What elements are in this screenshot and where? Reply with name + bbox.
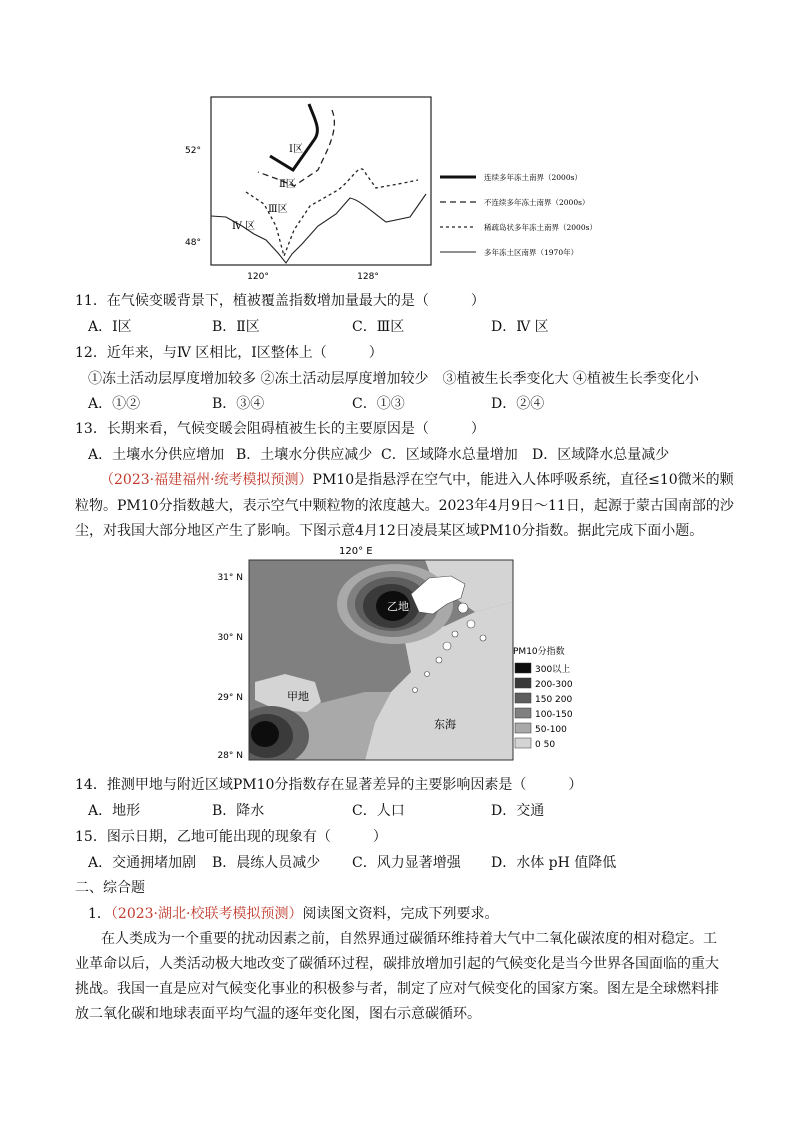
lon-label: 120° E — [339, 546, 373, 557]
lat-29-label: 29° N — [217, 693, 243, 703]
pm10-legend-label: 200-300 — [535, 680, 573, 690]
zone3-label: Ⅲ区 — [268, 204, 288, 215]
q11-option-d[interactable]: D．Ⅳ 区 — [491, 319, 549, 335]
passage2-line1-text: PM10是指悬浮在空气中，能进入人体呼吸系统，直径≤10微米的颗 — [312, 472, 734, 488]
zone4-label: Ⅳ 区 — [232, 221, 256, 232]
q15-stem: 15．图示日期，乙地可能出现的现象有（ ） — [75, 829, 387, 845]
pm10-legend-swatch — [515, 678, 531, 688]
q11-option-a[interactable]: A．Ⅰ区 — [88, 319, 132, 335]
q12-option-d[interactable]: D．②④ — [491, 396, 545, 412]
q13-stem: 13．长期来看，气候变暖会阻碍植被生长的主要原因是（ ） — [75, 421, 485, 437]
legend-1970-label: 多年冻土区南界（1970年） — [484, 248, 579, 257]
q1-instruction: 阅读图文资料，完成下列要求。 — [302, 906, 499, 922]
q14-option-b[interactable]: B．降水 — [212, 803, 265, 819]
permafrost-map-svg — [185, 90, 597, 285]
q14-option-a[interactable]: A．地形 — [88, 803, 141, 819]
pm10-map-svg — [215, 542, 585, 767]
q14-option-d[interactable]: D．交通 — [491, 803, 545, 819]
q15-option-d[interactable]: D．水体 pH 值降低 — [491, 855, 617, 871]
pm10-legend-label: 100-150 — [535, 710, 573, 720]
q13-option-c[interactable]: C．区域降水总量增加 — [381, 447, 518, 463]
pm10-legend — [515, 663, 573, 750]
paragraph-line-2: 业革命以后，人类活动极大地改变了碳循环过程，碳排放增加引起的气候变化是当今世界各国面临的重大 — [75, 956, 719, 972]
lon-right-label: 128° — [357, 272, 379, 282]
paragraph-line-4: 放二氧化碳和地球表面平均气温的逐年变化图，图右示意碳循环。 — [75, 1006, 481, 1022]
passage2-line1 — [100, 470, 734, 490]
q13-option-d[interactable]: D．区域降水总量减少 — [532, 447, 670, 463]
lat-31-label: 31° N — [217, 573, 243, 583]
lat-top-label: 52° — [185, 146, 201, 156]
section2-paragraph — [75, 927, 735, 1027]
legend-continuous-label: 连续多年冻土南界（2000s） — [484, 173, 582, 182]
pm10-legend-title: PM10分指数 — [513, 647, 565, 657]
paragraph-line-3: 挑战。我国一直是应对气候变化事业的积极参与者，制定了应对气候变化的国家方案。图左是全球燃料排 — [75, 981, 719, 997]
section2-heading: 二、综合题 — [75, 880, 145, 896]
q14-stem: 14．推测甲地与附近区域PM10分指数存在显著差异的主要影响因素是（ ） — [75, 777, 583, 793]
q12-option-a[interactable]: A．①② — [88, 396, 141, 412]
legend-sparse-label: 稀疏岛状多年冻土南界（2000s） — [484, 223, 597, 232]
lat-28-label: 28° N — [217, 751, 243, 761]
passage2-line3: 尘，对我国大部分地区产生了影响。下图示意4月12日凌晨某区域PM10分指数。据此完成下面小题。 — [75, 523, 704, 539]
q11-stem: 11．在气候变暖背景下，植被覆盖指数增加量最大的是（ ） — [75, 293, 485, 309]
pm10-legend-swatch — [515, 663, 531, 673]
legend-discontinuous-label: 不连续多年冻土南界（2000s） — [484, 198, 590, 207]
permafrost-map-figure — [185, 90, 597, 285]
pm10-map-figure — [215, 542, 585, 767]
q13-option-a[interactable]: A．土壤水分供应增加 — [88, 447, 225, 463]
pm10-legend-swatch — [515, 738, 531, 748]
sea-label: 东海 — [434, 718, 456, 731]
pm10-legend-swatch — [515, 723, 531, 733]
pm10-legend-swatch — [515, 708, 531, 718]
q12-option-c[interactable]: C．①③ — [352, 396, 405, 412]
q13-option-b[interactable]: B．土壤水分供应减少 — [236, 447, 373, 463]
q15-option-a[interactable]: A．交通拥堵加剧 — [88, 855, 197, 871]
pm10-legend-label: 0 50 — [535, 740, 556, 750]
q12-statements: ①冻土活动层厚度增加较多 ②冻土活动层厚度增加较少 ③植被生长季变化大 ④植被生长季变化小 — [88, 371, 699, 387]
map-frame — [211, 97, 431, 265]
pm10-legend-label: 150 200 — [535, 695, 573, 705]
passage2-source: （2023·福建福州·统考模拟预测） — [100, 472, 313, 488]
yi-label: 乙地 — [387, 600, 409, 613]
q11-option-b[interactable]: B．Ⅱ区 — [212, 319, 260, 335]
lon-left-label: 120° — [247, 272, 269, 282]
q1-source: （2023·湖北·校联考模拟预测） — [110, 906, 303, 922]
pm10-legend-label: 300以上 — [535, 665, 571, 675]
zone1-label: Ⅰ区 — [289, 144, 303, 155]
zone2-label: Ⅱ区 — [279, 179, 296, 190]
lat-bottom-label: 48° — [185, 238, 201, 248]
pm10-legend-swatch — [515, 693, 531, 703]
q12-stem: 12．近年来，与Ⅳ 区相比，Ⅰ区整体上（ ） — [75, 345, 383, 361]
q12-option-b[interactable]: B．③④ — [212, 396, 265, 412]
jia-label: 甲地 — [287, 690, 309, 703]
q15-option-b[interactable]: B．晨练人员减少 — [212, 855, 321, 871]
lat-30-label: 30° N — [217, 633, 243, 643]
q14-option-c[interactable]: C．人口 — [352, 803, 405, 819]
passage2-line2: 粒物。PM10分指数越大，表示空气中颗粒物的浓度越大。2023年4月9日～11日，起源于蒙古国南部的沙 — [75, 498, 734, 514]
section2-q1-line — [88, 904, 498, 924]
pm10-legend-label: 50-100 — [535, 725, 567, 735]
q11-option-c[interactable]: C．Ⅲ区 — [352, 319, 405, 335]
q1-number: 1． — [88, 906, 111, 922]
paragraph-line-1: 在人类成为一个重要的扰动因素之前，自然界通过碳循环维持着大气中二氧化碳浓度的相对稳定。工 — [101, 931, 717, 947]
pm10-map-area — [233, 560, 513, 766]
q15-option-c[interactable]: C．风力显著增强 — [352, 855, 461, 871]
